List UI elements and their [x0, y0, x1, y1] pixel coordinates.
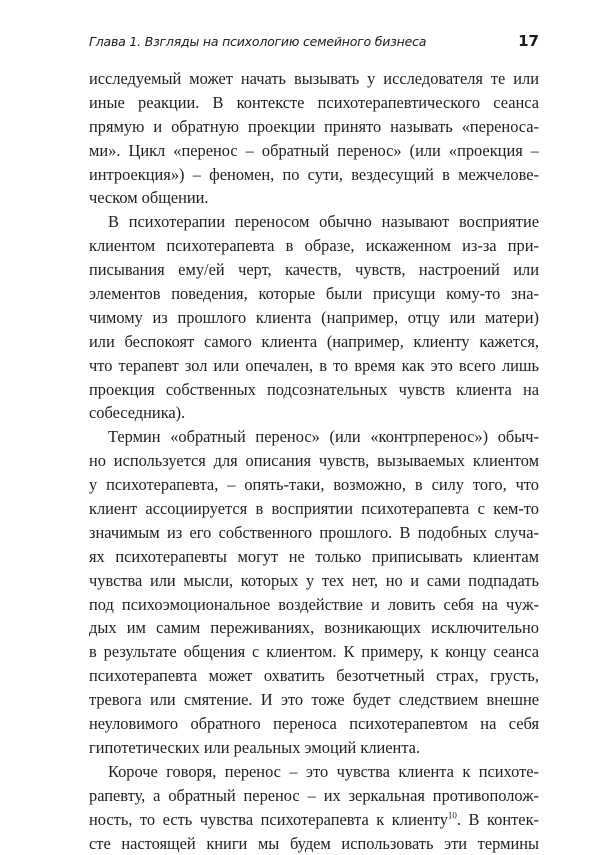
text-line: дых им самим переживаниях, возникающих исключительно: [89, 616, 539, 640]
text-line: ях психотерапевты могут не только приписывать клиентам: [89, 545, 539, 569]
text-line: элементов поведения, которые были присущи кому-то зна-: [89, 282, 539, 306]
text-line: клиент ассоциируется в восприятии психотерапевта с кем-то: [89, 497, 539, 521]
text-line: рапевту, а обратный перенос – их зеркальная противополож-: [89, 784, 539, 808]
chapter-title: Глава 1. Взгляды на психологию семейного бизнеса: [89, 34, 426, 49]
page-number: 17: [518, 32, 539, 50]
text-line: что терапевт зол или опечален, в то время как это всего лишь: [89, 354, 539, 378]
running-header: [89, 32, 539, 52]
text-line: проекция собственных подсознательных чувств клиента на: [89, 378, 539, 402]
text-line: под психоэмоциональное воздействие и ловить себя на чуж-: [89, 593, 539, 617]
text-line: неуловимого обратного переноса психотерапевтом на себя: [89, 712, 539, 736]
text-line: чувства или мысли, которых у тех нет, но и сами подпадать: [89, 569, 539, 593]
text-line: в результате общения с клиентом. К примеру, к концу сеанса: [89, 640, 539, 664]
text-line: Термин «обратный перенос» (или «контрперенос») обыч-: [89, 425, 539, 449]
text-line: ми». Цикл «перенос – обратный перенос» (или «проекция –: [89, 139, 539, 163]
text-line: сте настоящей книги мы будем использовать эти термины: [89, 832, 539, 855]
text-line: но используется для описания чувств, вызываемых клиентом: [89, 449, 539, 473]
text-line: исследуемый может начать вызывать у исследователя те или: [89, 67, 539, 91]
text-line: чимому из прошлого клиента (например, отцу или матери): [89, 306, 539, 330]
text-line: В психотерапии переносом обычно называют восприятие: [89, 210, 539, 234]
text-line: иные реакции. В контексте психотерапевтического сеанса: [89, 91, 539, 115]
text-fragment: . В контек-: [457, 810, 539, 829]
text-line: Короче говоря, перенос – это чувства клиента к психоте-: [89, 760, 539, 784]
text-line: клиентом психотерапевта в образе, искаженном из-за при-: [89, 234, 539, 258]
text-line: значимым из его собственного прошлого. В подобных случа-: [89, 521, 539, 545]
text-line: интроекция») – феномен, по сути, вездесущий в межчелове-: [89, 163, 539, 187]
text-line-with-footnote: [89, 808, 539, 832]
text-line: ческом общении.: [89, 186, 539, 210]
text-line: у психотерапевта, – опять-таки, возможно, в силу того, что: [89, 473, 539, 497]
text-line: гипотетических или реальных эмоций клиента.: [89, 736, 539, 760]
text-line: тревога или смятение. И это тоже будет следствием внешне: [89, 688, 539, 712]
text-line: или беспокоят самого клиента (например, клиенту кажется,: [89, 330, 539, 354]
text-line: собеседника).: [89, 401, 539, 425]
text-fragment: ность, то есть чувства психотерапевта к клиенту: [89, 810, 448, 829]
footnote-marker: 10: [448, 810, 457, 820]
text-line: писывания ему/ей черт, качеств, чувств, настроений или: [89, 258, 539, 282]
body-text: [89, 67, 539, 855]
text-line: прямую и обратную проекции принято называть «переноса-: [89, 115, 539, 139]
text-line: психотерапевта может охватить безотчетный страх, грусть,: [89, 664, 539, 688]
